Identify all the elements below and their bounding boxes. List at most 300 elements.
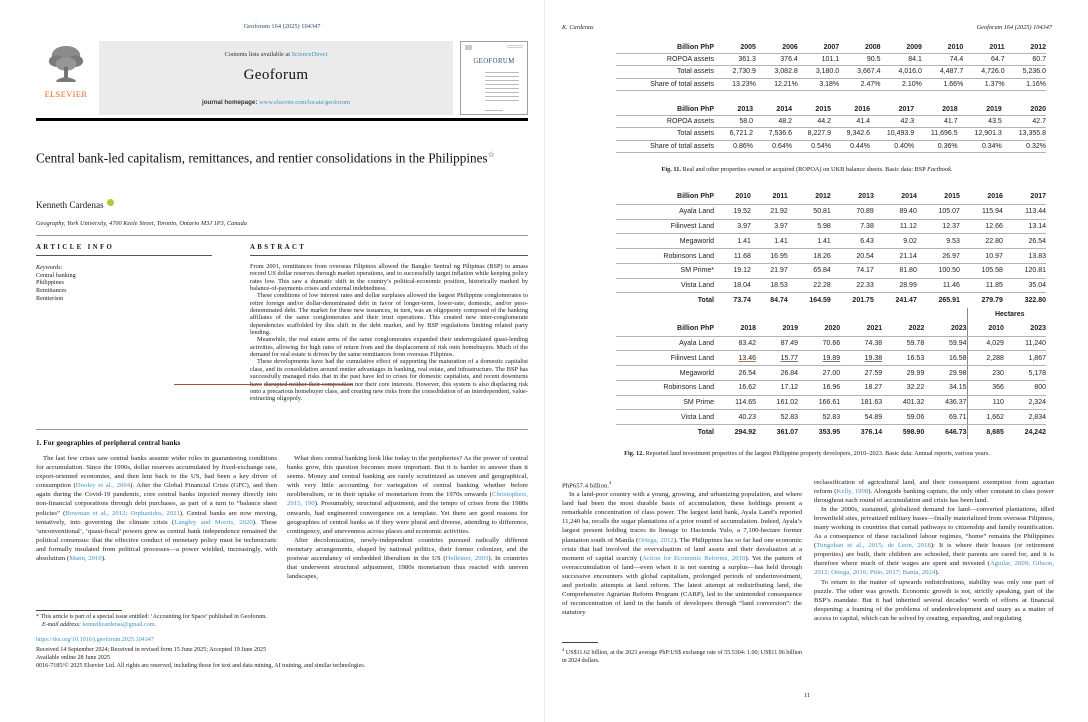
- table-cell: 241.47: [895, 296, 917, 304]
- table-cell: 436.37: [924, 395, 967, 410]
- table-cell: 5,178: [1004, 366, 1046, 381]
- table-cell: 0.34%: [958, 140, 1002, 152]
- table-cell: 12.66: [960, 219, 1003, 234]
- table-cell: 52.83: [798, 410, 840, 425]
- divider-rule: [36, 429, 528, 430]
- journal-cover-thumbnail: [460, 41, 528, 115]
- body-paragraph: [814, 578, 1054, 623]
- text-segment: ). Alongside banking capture, the only other constant in class power throughout each round of accumulation and crisis has been land.: [814, 488, 1054, 505]
- table-cell: 11.12: [874, 219, 917, 234]
- table-header-cell: 2020: [798, 322, 840, 336]
- table-header-row: [616, 190, 1046, 204]
- keyword-item: Remittances: [36, 287, 67, 295]
- journal-reference-header: Geoforum 164 (2025) 104347: [243, 23, 321, 30]
- table-header-cell: 2011: [963, 42, 1004, 54]
- text-segment: After decolonization, newly-independent countries pursued radically different monetary arrangements, shaped by national politics, their former colonizer, and the postwar ascendancy of embedded liberalism in the US (: [287, 536, 528, 563]
- table-cell: 1,662: [967, 410, 1004, 425]
- table-cell: 26.97: [917, 249, 960, 264]
- table-cell: 74.4: [922, 54, 963, 66]
- text-segment: ). These ‘unconventional’, ‘quasi-fiscal’ powers grew as central bank independence remained the political consensus: that the effective conduct of monetary policy must be technocratic and formally insulated from political processes—a power wielded, increasingly, with absolutism (: [36, 518, 277, 563]
- keywords-block: [36, 264, 212, 303]
- table-cell: 26.84: [756, 366, 798, 381]
- fig11-caption: [562, 166, 1052, 173]
- table-row-label: Vista Land: [616, 278, 714, 293]
- contents-prefix: Contents lists available at: [224, 51, 292, 58]
- table-cell: 1.37%: [963, 78, 1004, 90]
- table-cell: 366: [967, 380, 1004, 395]
- email-footnote: [36, 621, 518, 629]
- table-cell: 9,342.6: [831, 128, 870, 140]
- table-cell: 42.7: [1002, 116, 1046, 128]
- table-row-label: SM Prime: [616, 395, 714, 410]
- table-header-cell: 2009: [881, 42, 922, 54]
- table-cell: 21.14: [874, 249, 917, 264]
- table-cell: 44.2: [792, 116, 831, 128]
- table-cell: 11,240: [1004, 336, 1046, 351]
- running-header-journal: Geoforum 164 (2025) 104347: [976, 24, 1052, 31]
- table-row: [616, 351, 1046, 366]
- table-cell: 0.44%: [831, 140, 870, 152]
- divider-rule: [36, 235, 528, 236]
- table-row: [616, 66, 1046, 78]
- table-cell: 69.71: [924, 410, 967, 425]
- article-title-text: Central bank-led capitalism, remittances, and rentier consolidations in the Philippines: [36, 150, 488, 166]
- table-row-label: Megaworld: [616, 366, 714, 381]
- table-cell: 0.64%: [753, 140, 792, 152]
- page-divider: [544, 0, 545, 722]
- table-cell: 16.53: [882, 351, 924, 366]
- table-row-label: Vista Land: [616, 410, 714, 425]
- table-header-cell: 2021: [840, 322, 882, 336]
- table-cell: 19.52: [714, 204, 751, 219]
- table-cell: 27.59: [840, 366, 882, 381]
- table-cell: 87.49: [756, 336, 798, 351]
- table-header-cell: 2018: [914, 104, 957, 116]
- table-cell: 18.26: [788, 249, 831, 264]
- table-cell: 15.77: [756, 351, 798, 366]
- table-cell: 0.36%: [914, 140, 957, 152]
- journal-name: Geoforum: [243, 67, 309, 83]
- text-segment: PhP657.4 billion.: [562, 482, 610, 490]
- table-row: [616, 204, 1046, 219]
- table-cell: 3,180.0: [798, 66, 839, 78]
- table-cell: 6.43: [831, 234, 874, 249]
- keyword-item: Philippines: [36, 279, 64, 287]
- citation-link[interactable]: Tungohan et al., 2015; de Leon, 2018: [816, 542, 931, 550]
- abstract-paragraph: From 2001, remittances from overseas Filipinos allowed the Bangko Sentral ng Pilipinas (BSP) to amass record US dollar reserves through market operations, and to successfully target inflation while keeping policy rates low. This saw a dramatic shift in the country’s political-economic position, historically marked by balance-of-payments crises and external indebtedness.: [250, 263, 528, 293]
- table-cell: 32.22: [882, 380, 924, 395]
- table-cell: 2.47%: [839, 78, 880, 90]
- table-header-cell: 2016: [960, 190, 1003, 204]
- table-header-cell: 2023: [1004, 322, 1046, 336]
- table-cell: 74.38: [840, 336, 882, 351]
- table-cell: 113.44: [1003, 204, 1046, 219]
- text-segment: .: [950, 166, 953, 173]
- table-cell: 26.54: [714, 366, 756, 381]
- fig11-table-block1: [562, 42, 1052, 91]
- table-cell: 3,667.4: [839, 66, 880, 78]
- table-header-cell: Billion PhP: [616, 104, 714, 116]
- fig12-table-block2: [562, 308, 1052, 439]
- body-column-left: [36, 454, 277, 563]
- table-cell: 84.74: [770, 296, 788, 304]
- table-cell: 84.1: [881, 54, 922, 66]
- body-paragraph: [814, 505, 1054, 577]
- table-cell: 29.99: [882, 366, 924, 381]
- table-cell: 4,726.0: [963, 66, 1004, 78]
- text-segment: ). Central banks are now moving, tentatively, into governing the climate crisis (: [36, 509, 278, 526]
- table-header-cell: Billion PhP: [616, 42, 714, 54]
- table-cell: 6,721.2: [714, 128, 753, 140]
- homepage-line: [99, 99, 453, 106]
- table-cell: 19.89: [798, 351, 840, 366]
- footnote-block: [36, 613, 518, 630]
- citation-link[interactable]: Mann, 2010: [69, 555, 102, 563]
- table-cell: 18.27: [840, 380, 882, 395]
- text-segment: ). The Philippines has so far had one economic crisis that had involved the overvaluation of land assets and their devaluation at a moment of capital scarcity (: [562, 536, 802, 562]
- table-row: [616, 249, 1046, 264]
- table-header-cell: 2008: [839, 42, 880, 54]
- table-row: [616, 410, 1046, 425]
- body-paragraph: [287, 454, 528, 536]
- citation-link[interactable]: Kelly, 1998: [836, 488, 869, 496]
- copyright-line: 0016-7185/© 2025 Elsevier Ltd. All rights are reserved, including those for text and data mining, AI training, and similar technologies.: [36, 663, 366, 669]
- table-cell: 16.58: [924, 351, 967, 366]
- fig12-table-block1: [562, 190, 1052, 307]
- table-cell: 8,227.9: [792, 128, 831, 140]
- table-cell: 65.84: [788, 263, 831, 278]
- text-segment: To return to the matter of upwards redistributions, stability was only one part of puzzle. The other was growth. Economic growth is not, strictly speaking, part of the BSP’s mandate. But it had inherited several decades’ worth of efforts at financial deepening: a framing of the problems of underdevelopment and usury as a matter of access to capital, which can be solved by creating, expanding, and regulating: [814, 578, 1054, 622]
- citation-link[interactable]: Helleiner, 2003: [445, 555, 489, 563]
- citation-link[interactable]: Bowman et al., 2012; Orphanides, 2021: [65, 509, 180, 517]
- text-segment: In the 2000s, sustained, globalized demand for land—converted plantations, idled brownfield sites, privatized military bases—finally materialized from overseas Filipinos, many working in countries that curtail pathways to citizenship and family reunification. As a consequence of these racialized labour regimes, “home” remains the Philippines (: [814, 506, 1054, 550]
- special-issue-footnote: * This article is part of a special issue entitled: ‘Accounting for Space’ published in Geoforum.: [36, 614, 267, 620]
- table-cell: 294.92: [734, 428, 757, 436]
- footnote-marker: 4: [609, 480, 612, 485]
- sciencedirect-link[interactable]: ScienceDirect: [291, 51, 328, 58]
- cover-corner-block: [465, 45, 472, 50]
- table-cell: 42.3: [870, 116, 914, 128]
- table-row: [616, 219, 1046, 234]
- text-segment: ). Presumably, structural adjustment, and the tempo of crises from the 1980s onwards, had engineered convergence on a template. Yet there are good reasons for geographies of central banks as if they were plural and diverse, attending to difference, contingency, and unevenness across places and economic activities.: [287, 500, 528, 535]
- text-segment: US$11.62 billion, at the 2023 average PhP:US$ exchange rate of 55.5304: 1.00; US$11.96 billion in 2024 dollars.: [562, 650, 802, 664]
- table-cell: 1.41: [714, 234, 751, 249]
- figure-table: [616, 190, 1046, 307]
- table-row: [616, 128, 1046, 140]
- table-header-cell: 2012: [1005, 42, 1046, 54]
- citation-link[interactable]: Christophers, 2015, 190: [287, 491, 528, 508]
- table-cell: 4,016.0: [881, 66, 922, 78]
- table-header-cell: 2015: [792, 104, 831, 116]
- table-cell: 1,867: [1004, 351, 1046, 366]
- available-online: Available online 28 June 2025: [36, 655, 111, 661]
- table-header-cell: 2005: [714, 42, 756, 54]
- table-cell: 70.89: [831, 204, 874, 219]
- table-cell: 74.17: [831, 263, 874, 278]
- table-cell: 22.80: [960, 234, 1003, 249]
- table-cell: 161.02: [756, 395, 798, 410]
- citation-link[interactable]: Dooley et al., 2004: [75, 482, 131, 490]
- table-cell: 353.95: [818, 428, 841, 436]
- table-cell: 13.46: [714, 351, 756, 366]
- table-row-label: Total: [697, 296, 714, 304]
- struck-text-annotation: disrupted neither their composition: [263, 380, 354, 388]
- table-header-row: [616, 322, 1046, 336]
- table-group-header-cell: Hectares: [967, 308, 1046, 322]
- table-row-label: Robinsons Land: [616, 380, 714, 395]
- citation-link[interactable]: Aguilar, 2009; Gibson, 2012; Ortega, 2016; Pido, 2017; Banta, 2024: [814, 560, 1054, 577]
- table-row-label: Share of total assets: [616, 78, 714, 90]
- text-segment: Fig. 11.: [661, 166, 681, 173]
- citation-link[interactable]: Ortega, 2012: [638, 536, 674, 544]
- table-cell: 8,685: [967, 425, 1004, 439]
- table-row: [616, 425, 1046, 439]
- table-row: [616, 78, 1046, 90]
- table-cell: 230: [967, 366, 1004, 381]
- table-cell: 11.85: [960, 278, 1003, 293]
- elsevier-tree-icon: [47, 44, 85, 84]
- table-cell: 13,355.8: [1002, 128, 1046, 140]
- table-cell: 9.02: [874, 234, 917, 249]
- table-cell: 54.89: [840, 410, 882, 425]
- table-row-label: Total: [697, 428, 714, 436]
- table-cell: 361.07: [776, 428, 799, 436]
- table-cell: 41.7: [914, 116, 957, 128]
- table-group-header-cell: [616, 308, 967, 322]
- abstract-column: [250, 244, 528, 403]
- table-cell: 2,834: [1004, 410, 1046, 425]
- table-cell: 60.7: [1005, 54, 1046, 66]
- table-row: [616, 380, 1046, 395]
- article-info-heading: ARTICLE INFO: [36, 244, 212, 256]
- table-row-label: Filinvest Land: [616, 351, 714, 366]
- table-header-cell: 2011: [751, 190, 788, 204]
- body-column-left: [562, 478, 802, 617]
- table-cell: 401.32: [882, 395, 924, 410]
- table-cell: 13.23%: [714, 78, 756, 90]
- table-header-cell: 2014: [874, 190, 917, 204]
- table-cell: 20.54: [831, 249, 874, 264]
- table-cell: 58.0: [714, 116, 753, 128]
- table-cell: 22.33: [831, 278, 874, 293]
- table-header-cell: 2019: [756, 322, 798, 336]
- table-cell: 181.63: [840, 395, 882, 410]
- elsevier-logo: [36, 44, 96, 116]
- table-cell: 70.66: [798, 336, 840, 351]
- table-cell: 24,242: [1024, 428, 1046, 436]
- text-segment: ).: [935, 569, 940, 577]
- table-cell: 1.16%: [1005, 78, 1046, 90]
- abstract-paragraph-annotated: [250, 358, 528, 402]
- section-heading: 1. For geographies of peripheral central banks: [36, 438, 181, 447]
- table-group-header-row: [616, 308, 1046, 322]
- received-dates: Received 14 September 2024; Received in revised form 15 June 2025; Accepted 19 June 2025: [36, 647, 267, 653]
- table-cell: 105.58: [960, 263, 1003, 278]
- table-cell: 265.91: [938, 296, 960, 304]
- text-segment: ). Yet the pattern of overaccumulation of land—even when it is not earning a surplus—has held through successive encounters with global capitalism, prolonged periods of underinvestment, and periodic attempts at land reform. The latest attempt at redistributing land, the Comprehensive Agrarian Reform Program (CARP), led to the unintended consequence of reconcentration of land in the hands of developers through “land conversion”: the statutory: [562, 554, 802, 616]
- fig12-caption: [562, 450, 1052, 457]
- table-cell: 21.97: [751, 263, 788, 278]
- table-cell: 800: [1004, 380, 1046, 395]
- table-cell: 19.12: [714, 263, 751, 278]
- table-header-cell: 2014: [753, 104, 792, 116]
- table-cell: 201.75: [852, 296, 874, 304]
- body-paragraph: [287, 536, 528, 581]
- table-row: [616, 336, 1046, 351]
- table-cell: 7,536.6: [753, 128, 792, 140]
- table-cell: 43.5: [958, 116, 1002, 128]
- table-row-label: Ayala Land: [616, 336, 714, 351]
- table-cell: 279.79: [981, 296, 1003, 304]
- text-segment: ). In countries that underwent structural adjustment, 1980s monetarism thus reacted with uneven landscapes,: [287, 555, 528, 581]
- table-row: [616, 395, 1046, 410]
- text-segment: In a land-poor country with a young, growing, and urbanizing population, and where land had been the most durable basis of accumulation, these holdings present a remarkable concentration of class power. The largest land bank, Ayala Land’s reported 11,240 ha, recalls the sugar plantations of a prior round of accumulation. Indeed, Ayala’s largest present holding traces its lineage to Hacienda Yulo, a 7,100-hectare former plantation south of Manila (: [562, 491, 802, 544]
- exchange-rate-footnote: [562, 646, 802, 666]
- orcid-icon[interactable]: [107, 199, 114, 206]
- table-cell: 16.62: [714, 380, 756, 395]
- table-header-cell: 2010: [967, 322, 1004, 336]
- text-segment: What does central banking look like today in the peripheries? As the power of central banks grow, this question becomes more important. But it is harder to answer than it seems. Money and central banking are rarely scrutinized as uneven and geographical, with very little accounting for variegation of central banking whether before neoliberalism, or in their uptake of monetarism from the 1970s onwards (: [287, 455, 528, 499]
- table-cell: 3,082.8: [756, 66, 798, 78]
- table-cell: 1.66%: [922, 78, 963, 90]
- table-header-cell: 2016: [831, 104, 870, 116]
- citation-link[interactable]: Action for Economic Reforms, 2010: [642, 554, 746, 562]
- masthead-rule: [36, 118, 528, 121]
- footnote-marker: 4: [562, 647, 565, 652]
- text-segment: The last few crises saw central banks assume wider roles in guaranteeing conditions for accumulation. Since the 1990s, dollar reserves accumulated by fixed-exchange rate, export-oriented economies, and then lent back to the US, had been a key driver of consumption (: [36, 455, 277, 490]
- running-header: [562, 24, 1052, 31]
- table-cell: 0.40%: [870, 140, 914, 152]
- homepage-link[interactable]: www.elsevier.com/locate/geoforum: [259, 99, 350, 106]
- table-cell: 59.94: [924, 336, 967, 351]
- table-cell: 35.04: [1003, 278, 1046, 293]
- table-cell: 0.54%: [792, 140, 831, 152]
- table-cell: 598.90: [902, 428, 925, 436]
- table-cell: 3.97: [751, 219, 788, 234]
- doi-link[interactable]: https://doi.org/10.1016/j.geoforum.2025.104347: [36, 637, 154, 643]
- table-header-row: [616, 104, 1046, 116]
- table-header-cell: 2010: [714, 190, 751, 204]
- table-header-cell: 2022: [882, 322, 924, 336]
- table-cell: 73.74: [733, 296, 751, 304]
- table-cell: 100.50: [917, 263, 960, 278]
- title-footnote-mark[interactable]: ☆: [487, 150, 495, 159]
- table-cell: 166.61: [798, 395, 840, 410]
- table-cell: 50.81: [788, 204, 831, 219]
- article-info-column: [36, 244, 212, 303]
- table-cell: 81.80: [874, 263, 917, 278]
- table-cell: 10.97: [960, 249, 1003, 264]
- table-cell: 101.1: [798, 54, 839, 66]
- table-cell: 26.54: [1003, 234, 1046, 249]
- figure-table: [616, 42, 1046, 91]
- table-row-label: Total assets: [616, 128, 714, 140]
- table-cell: 2,730.9: [714, 66, 756, 78]
- text-segment: nor their core interests. However, this system is also displacing risk onto a precarious homebuyer class, and creating new risks from the consolidation of an interdependent, value-extracting oligopoly.: [250, 380, 528, 403]
- body-paragraph: [36, 454, 277, 563]
- table-cell: 22.28: [788, 278, 831, 293]
- table-cell: 48.2: [753, 116, 792, 128]
- table-header-cell: 2012: [788, 190, 831, 204]
- table-row-label: ROPOA assets: [616, 54, 714, 66]
- cover-text-lines: [485, 72, 519, 104]
- running-header-author: K. Cardenas: [562, 24, 594, 31]
- article-title: [36, 146, 528, 166]
- table-cell: 12.21%: [756, 78, 798, 90]
- table-cell: 12,901.3: [958, 128, 1002, 140]
- table-cell: 59.78: [882, 336, 924, 351]
- table-cell: 11.46: [917, 278, 960, 293]
- abstract-heading: ABSTRACT: [250, 244, 528, 256]
- citation-link[interactable]: Langley and Morris, 2020: [174, 518, 253, 526]
- table-cell: 21.92: [751, 204, 788, 219]
- table-cell: 90.5: [839, 54, 880, 66]
- table-header-cell: 2020: [1002, 104, 1046, 116]
- table-cell: 114.65: [714, 395, 756, 410]
- table-cell: 52.83: [756, 410, 798, 425]
- footnote-rule: [562, 642, 598, 643]
- table-cell: 27.00: [798, 366, 840, 381]
- text-segment: ): It is where their houses (or retirement properties) are built, their children are schooled, their parents are cared for, and it is therefore where much of their wages are spent and invested (: [814, 542, 1054, 568]
- text-segment: Fig. 12.: [624, 450, 644, 457]
- table-row-label: ROPOA assets: [616, 116, 714, 128]
- table-cell: 1.41: [788, 234, 831, 249]
- table-cell: 3.18%: [798, 78, 839, 90]
- table-cell: 361.3: [714, 54, 756, 66]
- contents-line: [99, 51, 453, 58]
- table-cell: 5,236.0: [1005, 66, 1046, 78]
- body-column-right: [814, 478, 1054, 623]
- table-cell: 12.37: [917, 219, 960, 234]
- table-cell: 4,029: [967, 336, 1004, 351]
- table-cell: 13.14: [1003, 219, 1046, 234]
- table-row-label: Total assets: [616, 66, 714, 78]
- text-segment: Factbook: [927, 166, 951, 173]
- table-cell: 18.04: [714, 278, 751, 293]
- table-cell: 89.40: [874, 204, 917, 219]
- table-header-cell: 2019: [958, 104, 1002, 116]
- table-cell: 11,696.5: [914, 128, 957, 140]
- table-cell: 646.73: [945, 428, 967, 436]
- table-header-cell: 2006: [756, 42, 798, 54]
- table-cell: 322.80: [1024, 296, 1046, 304]
- table-cell: 2,324: [1004, 395, 1046, 410]
- table-header-cell: 2007: [798, 42, 839, 54]
- table-row: [616, 293, 1046, 307]
- table-cell: 28.99: [874, 278, 917, 293]
- figure-table: [616, 308, 1046, 439]
- cover-footer-line: [485, 110, 503, 112]
- table-row: [616, 116, 1046, 128]
- table-cell: 11.68: [714, 249, 751, 264]
- journal-masthead: [36, 41, 528, 117]
- table-header-cell: 2017: [870, 104, 914, 116]
- author-affiliation: Geography, York University, 4700 Keele Street, Toronto, Ontario M3J 1P3, Canada: [36, 220, 247, 227]
- text-segment: reclassification of agricultural land, and their consequent exemption from agrarian reform (: [814, 479, 1054, 496]
- keyword-item: Central banking: [36, 271, 76, 279]
- text-segment: Reported land investment properties of the largest Philippine property developers, 2010–2023. Basic data: Annual reports, various years.: [643, 450, 990, 457]
- table-row: [616, 54, 1046, 66]
- table-cell: 164.59: [809, 296, 831, 304]
- table-cell: 83.42: [714, 336, 756, 351]
- table-cell: 1.41: [751, 234, 788, 249]
- table-cell: 3.97: [714, 219, 751, 234]
- table-cell: 376.4: [756, 54, 798, 66]
- table-cell: 0.32%: [1002, 140, 1046, 152]
- hyperlink[interactable]: kennethcardenas@gmail.com: [82, 622, 155, 629]
- table-row-label: Megaworld: [616, 234, 714, 249]
- keywords-label: Keywords:: [36, 264, 63, 271]
